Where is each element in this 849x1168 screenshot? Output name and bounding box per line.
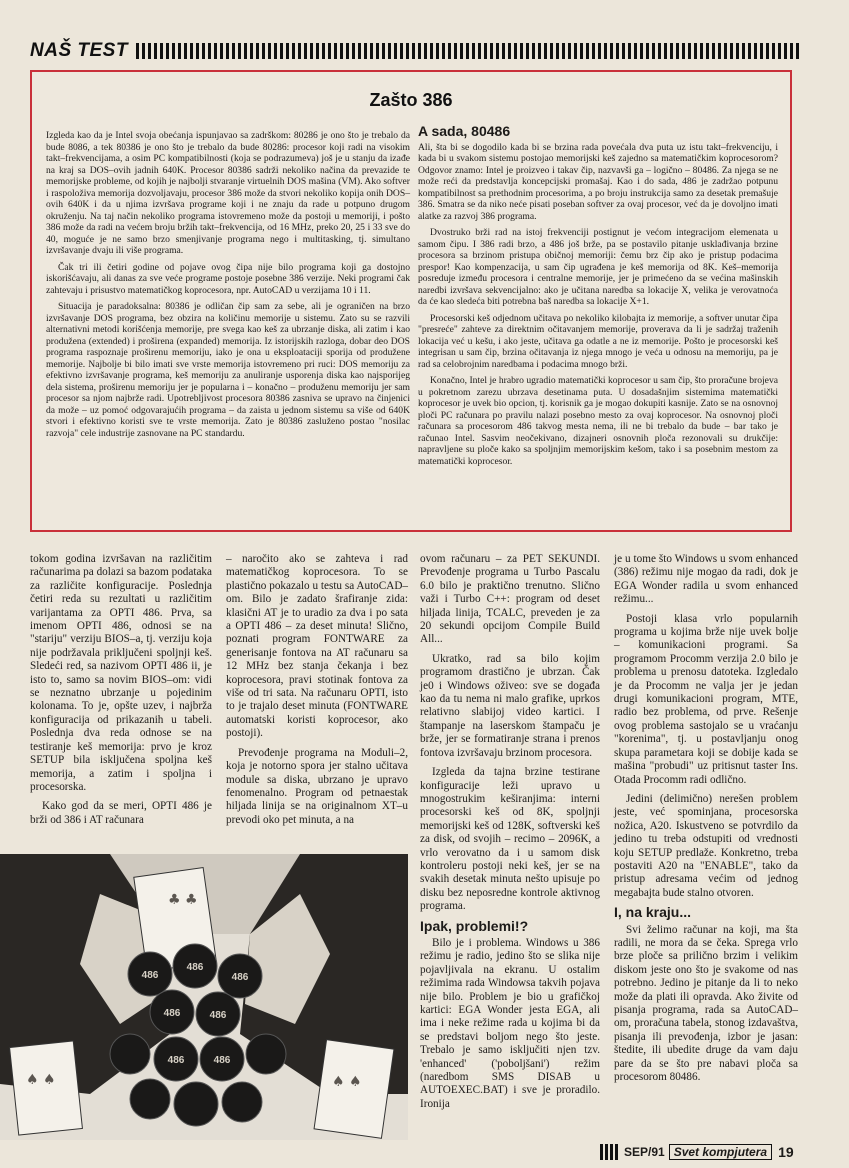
body-column-2 <box>226 553 408 833</box>
box-left-column <box>46 130 410 444</box>
paragraph: Postoji klasa vrlo popularnih programa u kojima brže nije uvek bolje – komunikacioni programi. Sa programom Procomm verzija 2.0 bilo je problema u prenosu datoteka. Izgledalo je da Procomm ne valja jer je jedan drugi komunikacioni program, MTE, radio bez problema, od prve. Rešenje ovog problema sastojalo se u vraćanju "korenima", tj. u postavljanju onog skupa parametara koji se dobije kada se mašina "probudi" uz pritisnut taster Ins. Otada Procomm radi odlično. <box>614 612 798 786</box>
paragraph: – naročito ako se zahteva i rad matematičkog koprocesora. To se plastično pokazalo u testu sa AutoCAD–om. Bilo je zadato šrafiranje zida: klasični AT je to uradio za dva i po sata a OPTI 486 – za deset minuta! Slično, poznati program FONTWARE za generisanje fontova na AT računaru sa 12 MHz bez stanja čekanja i bez koprocesora, pravi stotinak fontova za više od tri sata. Na računaru OPTI, isto to je trajalo deset minuta (FONTWARE automatski koristi koprocesor, ako postoji). <box>226 553 408 740</box>
paragraph: Prevođenje programa na Moduli–2, koja je notorno spora jer stalno učitava module sa diska, ubrzano je upravo fenomenalno. Program od petnaestak hiljada linija se na originalnom XT–u prevodi oko pet minuta, a na <box>226 746 408 826</box>
paragraph: je u tome što Windows u svom enhanced (386) režimu nije mogao da radi, dok je EGA Wonder radila u svom enhanced režimu... <box>614 553 798 606</box>
paragraph: Čak tri ili četiri godine od pojave ovog čipa nije bilo programa koji ga dostojno iskorišćavaju, ali danas za sve veće programe postoje posebne 386 verzije. Neki programi čak zahtevaju i prisustvo matematičkog koprocesora, npr. AutoCAD u verzijama 10 i 11. <box>46 261 410 296</box>
paragraph: Bilo je i problema. Windows u 386 režimu je radio, jedino što se slika nije pojavljivala na ekranu. U ostalim režimima rada Windowsa takvih pojava nije bilo. Problem je bio u grafičkoj kartici: EGA Wonder jesta EGA, ali ima i neke režime rada u kojima bi da se predstavi boljom nego što jeste. Trebalo je samo isključiti njen tzv. 'enhanced' ('poboljšani') režim (naredbom SMS DISAB u AUTOEXEC.BAT) i sve je proradilo. Ironija <box>420 936 600 1110</box>
chip-label: 486 <box>231 972 249 983</box>
chip-label: 486 <box>163 1008 181 1019</box>
body-column-1 <box>30 553 212 833</box>
paragraph: Procesorski keš odjednom učitava po nekoliko kilobajta iz memorije, a softver unutar čipa "presreće" zahteve za direktnim očitavanjem memorije, proverava da li je sadržaj traženih lokacija već u kešu, i ako jeste, učitava ga odatle a ne iz memorije. Pošto je procesorski keš integrisan u sam čip, brzina očitavanja iz njega mnogo je veća u odnosu na memoriju, pa je rad sa celobrojnim naredbama i podacima mnogo brži. <box>418 312 778 370</box>
box-right-column <box>418 123 778 472</box>
chip-label: 486 <box>141 970 159 981</box>
page-number: 19 <box>778 1144 794 1160</box>
issue-date: SEP/91 <box>624 1145 665 1159</box>
paragraph: Dvostruko brži rad na istoj frekvenciji postignut je većom integracijom elemenata u samom čipu. I 386 radi brzo, a 486 još brže, pa se postavilo pitanje usklađivanja brzine procesora sa brzinom pristupa običnoj memoriji: čemu brz čip ako je pristup podacima prespor! Kao kompenzacija, u sam čip ugrađena je keš memorija od 8K. Keš–memorija posreduje između procesora i centralne memorije, jer je primećeno da se većina mašinskih naredbi izvršava sekvencijalno: ako je učitana naredba sa lokacije X, velika je verovatnoća da će kao sledeća biti potrebna baš naredba sa lokacije X+1. <box>418 227 778 307</box>
paragraph: Konačno, Intel je hrabro ugradio matematički koprocesor u sam čip, što proračune brojeva u pokretnom zarezu ubrzava desetinama puta. U dosadašnjim sistemima matematički koprocesor je uvek bio opcion, tj. korisnik ga je mogao dokupiti kasnije. Zato se na osnovnoj ploči PC računara po pravilu nalazi posebno mesto za ovaj koprocesor. Na osnovnoj ploči računara sa procesorom 486 takvog mesta nema, ili ne bi trebalo da bude – bar tako je računao Intel. Sasvim neočekivano, dizajneri osnovnih ploča rezonovali su drukčije: napravljene su ploče kako sa spoljnjim memorijskim kešom, tako i sa posebnim mestom za matematički koprocesor. <box>418 375 778 467</box>
svg-text:♠ ♠: ♠ ♠ <box>332 1074 362 1090</box>
box-title: Zašto 386 <box>369 90 453 110</box>
photo-illustration <box>0 854 408 1140</box>
header-stripe-decoration <box>136 43 800 59</box>
section-title: NAŠ TEST <box>30 40 128 61</box>
svg-text:♣ ♣: ♣ ♣ <box>168 892 198 908</box>
chip-label: 486 <box>167 1055 185 1066</box>
svg-text:♠ ♠: ♠ ♠ <box>26 1072 56 1088</box>
paragraph: Kako god da se meri, OPTI 486 je brži od 386 i AT računara <box>30 800 212 826</box>
body-column-3 <box>420 553 600 1117</box>
section-header <box>30 40 800 62</box>
footer-stripe-decoration <box>600 1144 620 1160</box>
chip-label: 486 <box>209 1010 227 1021</box>
body-column-4 <box>614 553 798 1090</box>
paragraph: Ukratko, rad sa bilo kojim programom drastično je ubrzan. Čak je0 i Windows oživeo: sve se događa kao da tu nema ni malo grafike, uprkos relativno slabijoj video kartici. I štampanje na laserskom štampaču je brže, jer se formatiranje strana i prenos fontova izvršavaju brzinom procesora. <box>420 652 600 759</box>
paragraph: ovom računaru – za PET SEKUNDI. Prevođenje programa u Turbo Pascalu 6.0 bilo je praktično trenutno. Slično važi i Turbo C++: program od deset hiljada linija, TCALC, preveden je za 20 sekundi opcijom Compile Build All... <box>420 553 600 646</box>
page-footer <box>600 1140 800 1164</box>
chip-label: 486 <box>213 1055 231 1066</box>
subheading: Ipak, problemi!? <box>420 917 529 934</box>
paragraph: Ali, šta bi se dogodilo kada bi se brzina rada povećala dva puta uz istu takt–frekvenciju, i kada bi u svakom sistemu postojao memorijski keš zajedno sa matematičkim koprocesorom? Odgovor znamo: Intel je proizveo i takav čip, nazvavši ga – logično – 80486. Za njega se ne može reći da predstavlja koncepcijski promašaj. Kao i do sada, 486 je zadržao potpunu kompatibilnost sa prethodnim procesorima, a po broju instrukcija samo za desetak premašuje 386. Smatra se da niko neće pisati poseban softver za ovaj procesor, već da je dovoljno imati alatke za razvoj 386 programa. <box>418 141 778 222</box>
paragraph: Jedini (delimično) nerešen problem jeste, već spominjana, procesorska nožica, A20. Iskustveno se potvrdilo da jedino tu treba odstupiti od vrednosti koju SETUP predlaže. Konkretno, treba postaviti A20 na "ENABLE", tako da pristup adresama većim od jednog megabajta bude stalno otvoren. <box>614 792 798 899</box>
paragraph: Situacija je paradoksalna: 80386 je odličan čip sam za sebe, ali je ograničen na brzo izvršavanje DOS programa, bez obzira na količinu memorije u sistemu. Zato su se razvili alternativni metodi korišćenja memorije, pre svega kao keš za ubrzanje diska, ali zatim i kao produžena (extended) i proširena (expanded) memorija. Iz istorijskih razloga, dobar deo DOS programa raspoznaje proširenu memoriju, iako je ona u eksploataciji sporija od produžene memorije. Najbolje bi bilo imati sve vrste memorija istovremeno pri ruci: DOS memoriju za efektivno izvršavanje programa, keš memoriju za anuliranje usporenja diska kao najsporijeg dela sistema, proširenu memoriju jer je popularna i – konačno – produženu memoriju jer sam procesor sa njom najbrže radi. Upotrebljivost procesora 80386 zasniva se upravo na činjenici da može – uz pomoć odgovarajućih programa – da zaista u jednom sistemu sa više od 640K stvori i efektivno koristi sve te vrste memorija. Zato je 80386 zasluženo postao "nosilac razvoja" cele industrije zasnovane na PC standardu. <box>46 301 410 439</box>
paragraph: tokom godina izvršavan na različitim računarima pa dolazi sa bazom podataka za različite konfiguracije. Poslednja četiri reda su rezultati u različitim varijantama za OPTI 486. Prva, sa imenom OPTI 486, odnosi se na "stariju" verziju BIOS–a, tj. verziju koja nije podržavala priključeni spoljnji keš. Sledeći red, sa nazivom OPTI 486 ii, je isto to, samo sa novim BIOS–om: vidi se neznatno ubrzanje u pojedinim kolonama. To je, opšte uzev, i najbrža konfiguracija od prikazanih u tabeli. Poslednja dva reda odnose se na testiranje keš memorija: prvo je kroz SETUP bila isključena spoljna keš memorija, a zatim i spoljna i procesorska. <box>30 553 212 793</box>
subheading: A sada, 80486 <box>418 123 511 139</box>
sidebar-box <box>30 70 792 532</box>
paragraph: Izgleda kao da je Intel svoja obećanja ispunjavao sa zadrškom: 80286 je ono što je trebalo da bude 8086, a tek 80386 je ono što je trebalo da bude 80286: procesor koji radi na visokim takt–frekvencijama, a osim PC kompatibilnosti (koja se podrazumeva) još je u stanju da izađe na kraj sa DOS–ovih jadnih 640K. Procesor 80386 sadrži nekoliko načina da prevazide te memorijske probleme, od kojih je najbolji stvaranje virtuelnih DOS mašina (VM). Ako softver i raspoloživa memorija dozvoljavaju, procesor 386 može da stvori nekoliko kopija onih DOS–ovih 640K i da u njima izvršava programe koji i ne znaju da rade u potpuno drugom okruženju. Na taj način nekoliko programa istovremeno može da postoji u memoriji, i pošto 386 može da radi na većem broju bržih takt–frekvencija, od 16 MHz, preko 20, 25 i 33 sve do 40, moguće je ne samo brzo smenjivanje programa nego i multitasking, tj. simultano izvršavanje dvaju ili više programa. <box>46 130 410 256</box>
paragraph: Izgleda da tajna brzine testirane konfiguracije leži upravo u mnogostrukim keširanjima: interni procesorski keš od 8K, spoljnji memorijski keš od 128K, softverski keš za disk, od svojih – recimo – 2096K, a vrlo verovatno da i u samom disk kontroleru postoji neki keš, jer se na svakih desetak minuta nešto upisuje po disku bez neposredne kontrole aktivnog programa. <box>420 766 600 913</box>
paragraph: Svi želimo računar na koji, ma šta radili, ne mora da se čeka. Spregа vrlo brze ploče sa prilično brzim i velikim diskom jeste ono što je svakome od nas potrebno. Jedino je pitanje da li to neko može da plati ili opravda. Ako živite od pisanja programa, rada sa AutoCAD–om, proračuna tabela, stonog izdavaštva, pisanja ili prevođenja, izbor je jasan: štedite, ili ubedite druge da vam daju pare da se što pre nabavi ploča sa procesorom 80486. <box>614 923 798 1084</box>
chip-label: 486 <box>186 962 204 973</box>
card-table-photo <box>0 854 408 1140</box>
subheading: I, na kraju... <box>614 904 692 921</box>
magazine-name: Svet kompjutera <box>669 1144 772 1160</box>
